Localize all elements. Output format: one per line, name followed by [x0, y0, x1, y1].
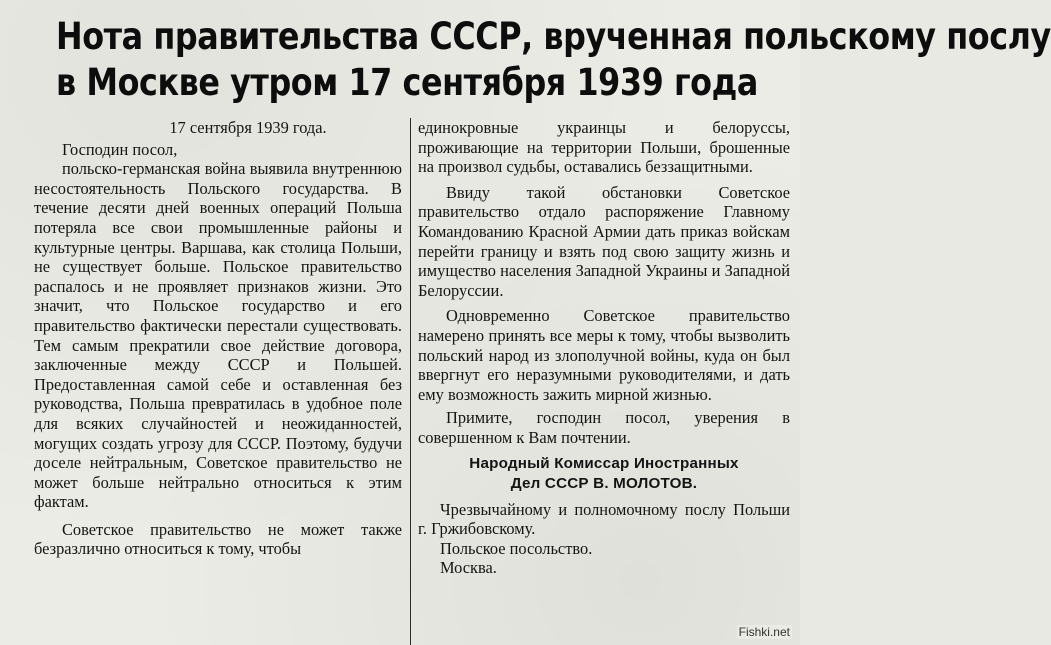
headline-line-1: Нота правительства СССР, врученная польскому послу — [56, 15, 1051, 58]
column-divider — [410, 118, 411, 645]
city-line: Москва. — [440, 558, 497, 578]
left-paragraph-1: польско-германская война выявила внутреннюю несостоятельность Польского государства. В течение десяти дней военных операций Польша потеряла все свои промышленные районы и культурные центры. Варшава, как столица Польши, не существует больше. Польское правительство распалось и не проявляет признаков жизни. Это значит, что Польское государство и его правительство фактически перестали существовать. Тем самым прекратили свое действие договора, заключенные между СССР и Польшей. Предоставленная самой себе и оставленная без руководства, Польша превратилась в удобное поле для всяких случайностей и неожиданностей, могущих создать угрозу для СССР. Поэтому, будучи доселе нейтральным, Советское правительство не может больше нейтрально относиться к этим фактам. — [34, 159, 402, 512]
left-paragraph-2: Советское правительство не может также безразлично относиться к тому, чтобы — [34, 519, 402, 559]
signature-line-1: Народный Комиссар Иностранных — [469, 454, 739, 472]
right-paragraph-1: единокровные украинцы и белоруссы, проживающие на территории Польши, брошенные на произвол судьбы, оставались беззащитными. — [418, 118, 790, 177]
right-column — [418, 118, 790, 578]
embassy-line: Польское посольство. — [440, 538, 593, 558]
salutation: Господин посол, — [62, 139, 178, 159]
right-paragraph-3: Одновременно Советское правительство намерено принять все меры к тому, чтобы вызволить польский народ из злополучной войны, куда он был ввергнут его неразумными руководителями, и дать ему возможность зажить мирной жизнью. — [418, 306, 790, 404]
dateline: 17 сентября 1939 года. — [169, 118, 327, 137]
signature-block — [418, 454, 790, 494]
headline-line-2: в Москве утром 17 сентября 1939 года — [56, 61, 758, 104]
signature-line-2: Дел СССР В. МОЛОТОВ. — [510, 474, 698, 492]
headline — [56, 14, 1051, 106]
right-paragraph-2: Ввиду такой обстановки Советское правительство отдало распоряжение Главному Командованию Красной Армии дать приказ войскам перейти границу и взять под свою защиту жизнь и имущество населения Западной Украины и Западной Белоруссии. — [418, 182, 790, 300]
site-watermark: Fishki.net — [738, 625, 790, 639]
right-paragraph-4: Примите, господин посол, уверения в совершенном к Вам почтении. — [418, 408, 790, 447]
left-column — [34, 118, 402, 562]
addressee: Чрезвычайному и полномочному послу Польши г. Гржибовскому. — [418, 499, 790, 539]
